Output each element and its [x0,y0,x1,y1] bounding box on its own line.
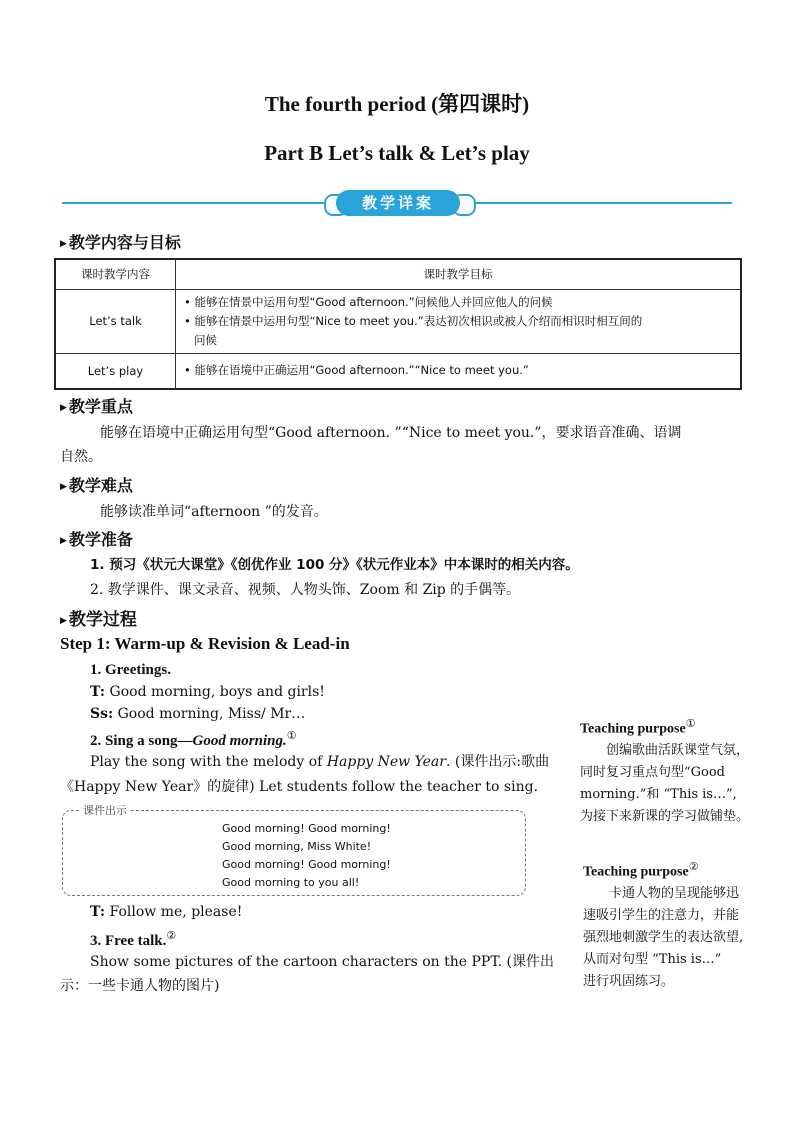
lyric-line: Good morning! Good morning! [222,858,391,871]
banner-line-right [472,202,732,204]
play-line-2: 《Happy New Year》的旋律) Let students follow the teacher to sing. [60,779,539,795]
show-line-2: 示：一些卡通人物的图片) [60,978,220,994]
lyric-line: Good morning, Miss White! [222,840,372,853]
teaching-purpose-2: Teaching purpose② 卡通人物的呈现能够迅 速吸引学生的注意力，并能 强烈地刺激学生的表达欲望, 从而对句型 “This is…” 进行巩固练习。 [583,860,744,990]
free-talk-title: 3. Free talk.② [90,930,177,949]
dialogue-line-teacher: T: Good morning, boys and girls! [90,684,325,700]
section-banner [62,190,732,218]
page-title: The fourth period (第四课时) [264,92,530,116]
dialogue-line-students: Ss: Good morning, Miss/ Mr… [90,706,306,722]
triangle-bullet-icon: ▶ [60,616,67,626]
preparation-item-2: 2. 教学课件、课文录音、视频、人物头饰、Zoom 和 Zip 的手偶等。 [90,582,521,598]
heading-objectives: ▶ 教学内容与目标 [60,233,181,252]
page-subtitle: Part B Let’s talk & Let’s play [264,141,530,165]
show-line-1: Show some pictures of the cartoon characters on the PPT. (课件出 [90,954,554,970]
heading-preparation: ▶ 教学准备 [60,530,133,549]
difficulties-text: 能够读准单词“afternoon ”的发音。 [100,504,328,520]
table-header-cell: 课时教学内容 [55,259,176,289]
table-cell-goals: • 能够在情景中运用句型“Good afternoon.”问候他人并回应他人的问候 • 能够在情景中运用句型“Nice to meet you.”表达初次相识或被人介绍而相识时相互间的 问候 [176,289,742,353]
triangle-bullet-icon: ▶ [60,239,67,249]
song-title: 2. Sing a song—Good morning.① [90,730,297,749]
table-row [55,353,741,389]
triangle-bullet-icon: ▶ [60,536,67,546]
banner-label: 教学详案 [336,190,460,216]
key-points-line-1: 能够在语境中正确运用句型“Good afternoon. ”“Nice to meet you.”，要求语音准确、语调 [100,425,682,441]
table-cell-content: Let’s talk [55,289,176,353]
table-header-cell: 课时教学目标 [176,259,742,289]
heading-process: ▶ 教学过程 [60,610,137,630]
table-cell-content: Let’s play [55,353,176,389]
key-points-line-2: 自然。 [60,449,102,465]
table-row [55,289,741,353]
heading-difficulties: ▶ 教学难点 [60,476,133,495]
greetings-title: 1. Greetings. [90,662,171,678]
lyric-line: Good morning to you all! [222,876,360,889]
dialogue-line-follow: T: Follow me, please! [90,904,243,920]
table-cell-goals: • 能够在语境中正确运用“Good afternoon.”“Nice to meet you.” [176,353,742,389]
step1-title: Step 1: Warm-up & Revision & Lead-in [60,634,350,653]
teaching-purpose-1: Teaching purpose① 创编歌曲活跃课堂气氛， 同时复习重点句型“Good morning.”和 “This is…”, 为接下来新课的学习做铺垫。 [580,717,750,825]
triangle-bullet-icon: ▶ [60,482,67,492]
triangle-bullet-icon: ▶ [60,403,67,413]
courseware-box-label: 课件出示 [80,802,130,818]
heading-key-points: ▶ 教学重点 [60,397,133,416]
table-row [55,259,741,289]
objectives-table [54,258,742,390]
song-lyrics [222,820,391,892]
banner-line-left [62,202,324,204]
lyric-line: Good morning! Good morning! [222,822,391,835]
play-line-1: Play the song with the melody of Happy New Year. (课件出示:歌曲 [90,754,550,770]
preparation-item-1: 1. 预习《状元大课堂》《创优作业 100 分》《状元作业本》中本课时的相关内容。 [90,557,579,573]
